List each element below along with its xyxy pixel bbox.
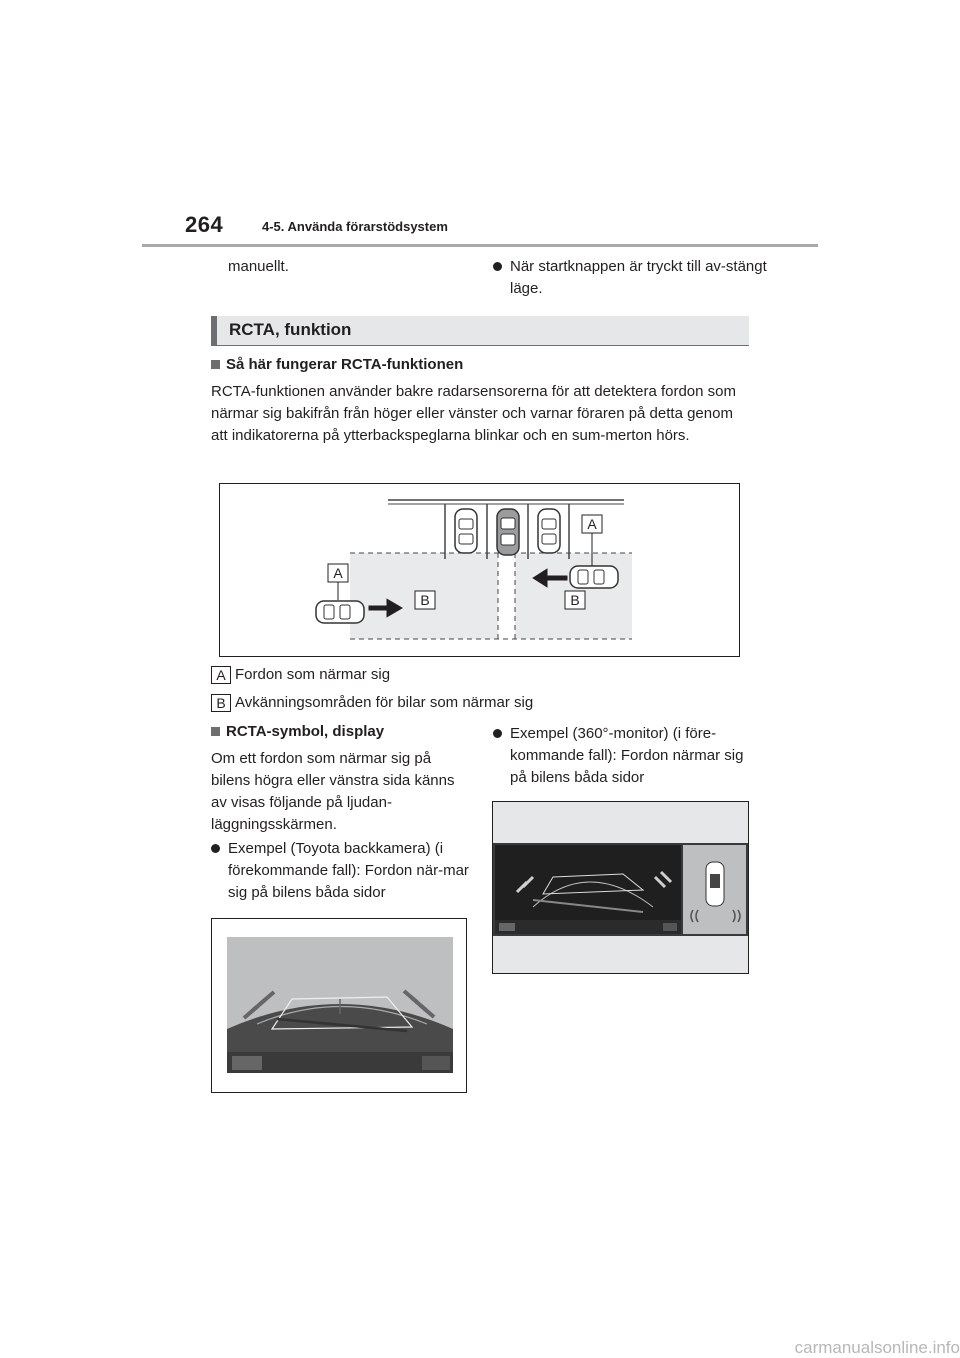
approaching-car-right [570, 566, 618, 588]
parked-car-left [455, 509, 477, 553]
how-it-works-heading [211, 356, 463, 373]
label-a-left-text: A [333, 565, 343, 581]
example-360-text: Exempel (360°-monitor) (i före-kommande fall): Fordon närmar sig på bilens båda sidor [510, 725, 744, 786]
screen-360-monitor [492, 801, 749, 974]
legend-text-a: Fordon som närmar sig [235, 666, 391, 683]
legend-tag-a: A [211, 666, 231, 684]
bullet-icon [493, 262, 502, 271]
section-title: 4-5. Använda förarstödsystem [262, 219, 448, 234]
parked-car-right [538, 509, 560, 553]
bullet-icon [211, 844, 220, 853]
label-b-left-text: B [420, 592, 430, 608]
legend-item-b [211, 692, 533, 714]
header-divider [142, 244, 818, 247]
display-heading [211, 723, 384, 740]
footer-watermark: carmanualsonline.info [794, 1338, 960, 1357]
startbutton-bullet [493, 256, 772, 300]
legend-text-b: Avkänningsområden för bilar som närmar sig [235, 694, 534, 711]
screen-backkamera-illustration [212, 919, 466, 1092]
legend-tag-b: B [211, 694, 231, 712]
label-a-right-text: A [587, 516, 597, 532]
bullet-icon [493, 729, 502, 738]
startbutton-bullet-text: När startknappen är tryckt till av-stängt läge. [510, 258, 767, 297]
example-toyota-text: Exempel (Toyota backkamera) (i förekommande fall): Fordon när-mar sig på bilens båda sidor [228, 840, 469, 901]
continued-text: manuellt. [228, 258, 289, 275]
example-toyota-bullet [211, 838, 480, 904]
approaching-car-left [316, 601, 364, 623]
example-360-bullet [493, 723, 762, 789]
section-heading-box [211, 316, 749, 346]
page-number: 264 [185, 212, 224, 237]
how-it-works-paragraph: RCTA-funktionen använder bakre radarsensorerna för att detektera fordon som närmar sig bakifrån från höger eller vänster och varnar föraren på detta genom att indikatorerna på ytterbackspeglarna blinkar och en sum-merton hörs. [211, 383, 736, 444]
square-bullet-icon [211, 360, 220, 369]
display-heading-text: RCTA-symbol, display [226, 723, 385, 740]
display-paragraph: Om ett fordon som närmar sig på bilens högra eller vänstra sida känns av visas följande på ljudan-läggningsskärmen. [211, 750, 455, 833]
screen-360-illustration [493, 802, 748, 973]
legend-item-a [211, 664, 390, 686]
how-it-works-heading-text: Så här fungerar RCTA-funktionen [226, 356, 464, 373]
section-heading: RCTA, funktion [229, 320, 352, 339]
square-bullet-icon [211, 727, 220, 736]
rcta-diagram [219, 483, 740, 657]
rcta-diagram-illustration [220, 484, 739, 656]
screen-toyota-backkamera [211, 918, 467, 1093]
label-b-right-text: B [570, 592, 580, 608]
own-car [497, 509, 519, 555]
